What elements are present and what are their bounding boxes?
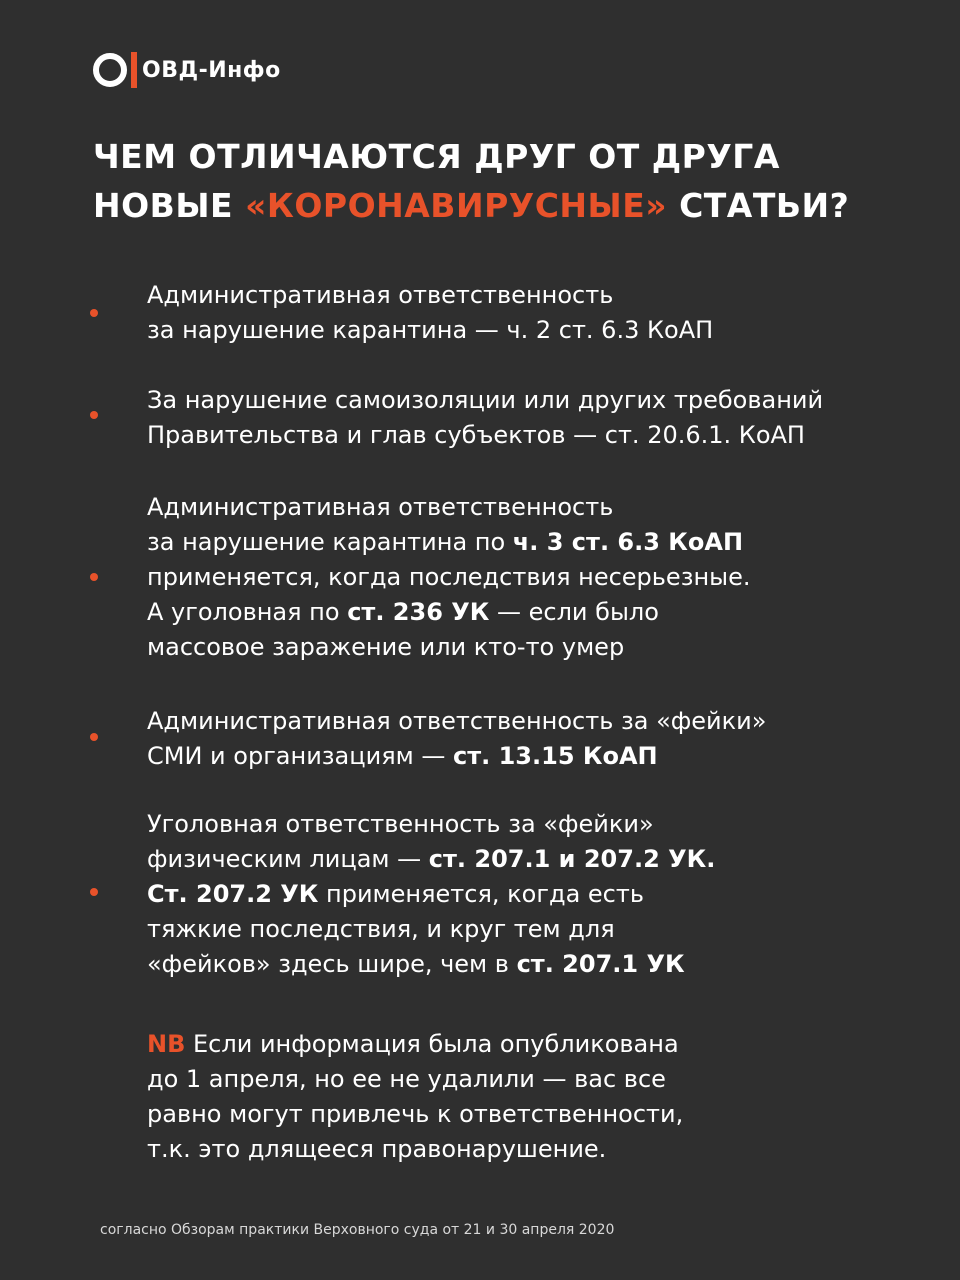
nb-text: т.к. это длящееся правонарушение. [147,1135,607,1163]
item-text: — если было [489,598,659,626]
bullet-dot-icon [90,573,98,581]
page-title [93,132,923,230]
item-article-ref: ст. 207.1 и 207.2 УК. [428,845,716,873]
nb-text: равно могут привлечь к ответственности, [147,1100,684,1128]
item-article-ref: ст. 236 УК [347,598,490,626]
bullet-dot-icon [90,733,98,741]
item-text: Правительства и глав субъектов — ст. 20.6.1. КоАП [147,421,805,449]
bullet-dot-icon [90,888,98,896]
logo-text: ОВД-Инфо [142,57,281,83]
item-text: «фейков» здесь шире, чем в [147,950,517,978]
item-text: применяется, когда есть [318,880,644,908]
item-text: За нарушение самоизоляции или других требований [147,386,824,414]
nb-note [147,1027,747,1167]
title-line-2-pre: НОВЫЕ [93,186,246,225]
item-text: А уголовная по [147,598,348,626]
title-highlight: «КОРОНАВИРУСНЫЕ» [245,186,668,225]
item-text: тяжкие последствия, и круг тем для [147,915,615,943]
item-text: Административная ответственность за «фейки» [147,707,767,735]
item-text: за нарушение карантина по [147,528,513,556]
list-item [147,490,937,665]
item-article-ref: ст. 207.1 УК [516,950,685,978]
bullet-dot-icon [90,309,98,317]
list-item [147,278,937,348]
item-text: Административная ответственность [147,493,614,521]
bullet-dot-icon [90,411,98,419]
title-line-1: ЧЕМ ОТЛИЧАЮТСЯ ДРУГ ОТ ДРУГА [93,137,780,176]
item-text: массовое заражение или кто-то умер [147,633,625,661]
list-item [147,807,937,982]
item-text: за нарушение карантина — ч. 2 ст. 6.3 КоАП [147,316,714,344]
source-footnote: согласно Обзорам практики Верховного суда от 21 и 30 апреля 2020 [100,1222,615,1238]
item-text: Уголовная ответственность за «фейки» [147,810,654,838]
item-article-ref: ст. 13.15 КоАП [453,742,658,770]
list-item [147,383,937,453]
nb-text: до 1 апреля, но ее не удалили — вас все [147,1065,666,1093]
list-item [147,704,937,774]
item-text: физическим лицам — [147,845,429,873]
title-line-2-post: СТАТЬИ? [667,186,850,225]
item-article-ref: ч. 3 ст. 6.3 КоАП [512,528,744,556]
nb-text: Если информация была опубликована [185,1030,679,1058]
nb-label: NB [147,1030,186,1058]
item-text: Административная ответственность [147,281,614,309]
logo-bar-icon [131,52,137,88]
item-text: СМИ и организациям — [147,742,453,770]
item-text: применяется, когда последствия несерьезные. [147,563,751,591]
logo [93,52,281,88]
item-article-ref: Ст. 207.2 УК [147,880,319,908]
logo-ring-icon [93,53,127,87]
